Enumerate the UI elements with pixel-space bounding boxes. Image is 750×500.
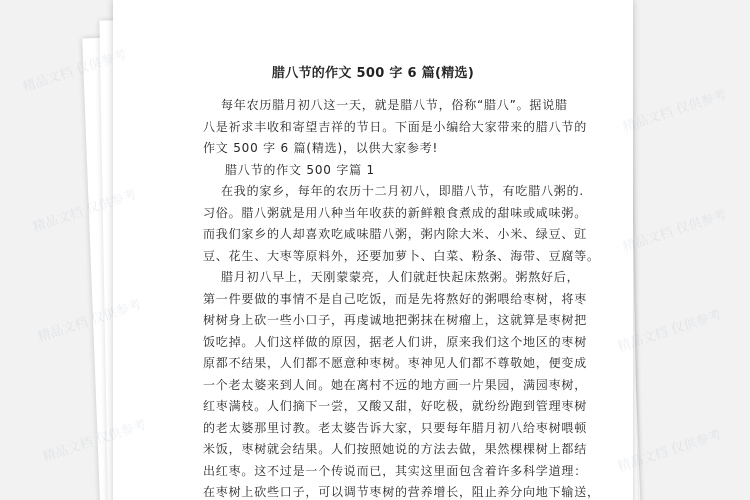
text-line: 习俗。腊八粥就是用八种当年收获的新鲜粮食煮成的甜味或咸味粥。 bbox=[203, 205, 588, 220]
document-page bbox=[113, 0, 633, 500]
watermark-text: 精品文档 仅供参考 bbox=[40, 417, 149, 466]
text-line: 饭吃掉。人们这样做的原因，据老人们讲，原来我们这个地区的枣树 bbox=[203, 334, 588, 349]
text-line: 红枣满枝。人们摘下一尝，又酸又甜，好吃极，就纷纷跑到管理枣树 bbox=[203, 399, 588, 413]
text-line: 作文 500 字 6 篇(精选)，以供大家参考! bbox=[203, 141, 439, 155]
text-line: 第一件要做的事情不是自己吃饭，而是先将熬好的粥喂给枣树，将枣 bbox=[203, 291, 588, 306]
watermark-text: 精品文档 仅供参考 bbox=[620, 207, 729, 256]
watermark-text: 精品文档 仅供参考 bbox=[30, 187, 139, 236]
text-line: 树树身上砍一些小口子，再虔诚地把粥抹在树瘤上，这就算是枣树把 bbox=[203, 313, 588, 327]
text-line: 每年农历腊月初八这一天，就是腊八节，俗称“腊八”。据说腊 bbox=[221, 98, 568, 112]
document-title: 腊八节的作文 500 字 6 篇(精选) bbox=[271, 66, 475, 81]
watermark-text: 精品文档 仅供参考 bbox=[35, 297, 144, 346]
watermark-text: 精品文档 仅供参考 bbox=[20, 47, 129, 96]
text-line: 腊月初八早上，天刚蒙蒙亮，人们就赶快起床熬粥。粥熬好后， bbox=[221, 270, 580, 284]
text-line: 米饭，枣树就会结果。人们按照她说的方法去做，果然棵棵树上都结 bbox=[203, 442, 588, 456]
watermark-text: 精品文档 仅供参考 bbox=[620, 87, 729, 136]
text-line: 在我的家乡，每年的农历十二月初八，即腊八节，有吃腊八粥的. bbox=[221, 184, 585, 198]
text-line: 一个老太婆来到人间。她在离村不远的地方画一片果园，满园枣树， bbox=[203, 377, 588, 392]
text-line: 而我们家乡的人却喜欢吃咸味腊八粥，粥内除大米、小米、绿豆、豇 bbox=[203, 227, 588, 241]
text-line: 出红枣。这不过是一个传说而已，其实这里面包含着许多科学道理： bbox=[203, 463, 588, 478]
text-line: 的老太婆那里讨教。老太婆告诉大家，只要每年腊月初八给枣树喂顿 bbox=[203, 420, 588, 435]
text-line: 腊八节的作文 500 字篇 1 bbox=[225, 162, 375, 177]
text-line: 八是祈求丰收和寄望吉祥的节日。下面是小编给大家带来的腊八节的 bbox=[203, 119, 588, 134]
text-line: 豆、花生、大枣等原料外，还要加萝卜、白菜、粉条、海带、豆腐等。 bbox=[203, 248, 600, 263]
text-line: 原都不结果，人们都不愿意种枣树。枣神见人们都不尊敬她，便变成 bbox=[203, 356, 588, 370]
watermark-text: 精品文档 仅供参考 bbox=[615, 427, 724, 476]
watermark-text: 精品文档 仅供参考 bbox=[615, 307, 724, 356]
text-line: 在枣树上砍些口子，可以调节枣树的营养增长，阻止养分向地下输送， bbox=[203, 485, 600, 499]
